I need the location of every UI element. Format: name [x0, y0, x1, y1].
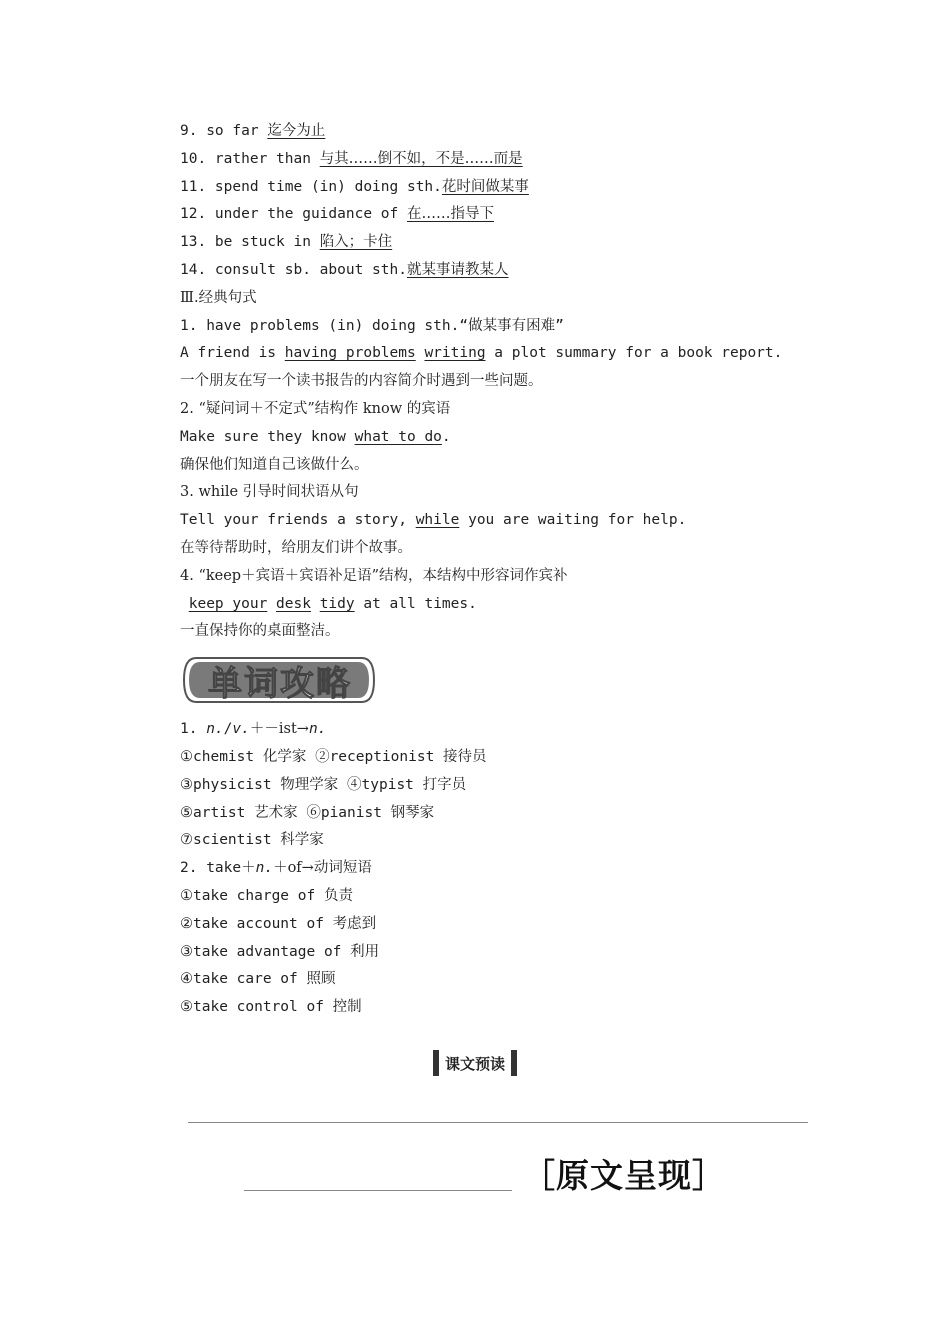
section-heading: Ⅲ.经典句式 — [180, 289, 257, 306]
section-header — [0, 1050, 950, 1076]
rule-title — [180, 716, 820, 744]
translation: 确保他们知道自己该做什么。 — [180, 456, 369, 473]
phrase-item — [180, 174, 820, 202]
translation: 在等待帮助时，给朋友们讲个故事。 — [180, 539, 412, 556]
phrase-en: 9. so far — [180, 123, 268, 139]
phrase-cn: 在……指导下 — [406, 206, 494, 223]
bar-left — [433, 1050, 439, 1076]
example-sentence — [180, 340, 820, 368]
example-sentence — [180, 591, 820, 619]
banner-title: 单词攻略 — [208, 664, 352, 705]
phrase-cn: 迄今为止 — [267, 123, 326, 139]
phrase-cn: 与其……倒不如，不是……而是 — [319, 150, 523, 167]
vocab-banner — [182, 652, 378, 708]
text: v. — [232, 721, 250, 738]
phrase-cn: 就某事请教某人 — [406, 261, 509, 278]
example-sentence — [180, 507, 820, 535]
text: / — [223, 721, 233, 738]
word-item: ⑦scientist 科学家 — [180, 832, 324, 849]
phrase-item — [180, 201, 820, 229]
text: at all times. — [354, 595, 477, 612]
answer-blank: keep your — [188, 595, 268, 612]
document-body — [180, 118, 820, 1022]
phrase-item — [180, 118, 820, 146]
translation: 一个朋友在写一个读书报告的内容简介时遇到一些问题。 — [180, 373, 543, 390]
translation: 一直保持你的桌面整洁。 — [180, 623, 340, 640]
text: ＋－ist→ — [249, 721, 309, 738]
text: n. — [308, 721, 327, 738]
phrase-cn: 陷入；卡住 — [319, 234, 393, 251]
phrase-item — [180, 229, 820, 257]
word-item: ⑤take control of 控制 — [180, 999, 362, 1016]
rule-title — [180, 855, 820, 883]
word-item: ④take care of 照顾 — [180, 971, 336, 988]
answer-blank: having problems — [284, 345, 416, 362]
section-label: 课文预读 — [444, 1054, 505, 1073]
phrase-item — [180, 146, 820, 174]
text: Make sure they know — [180, 428, 355, 445]
answer-blank: desk — [276, 595, 311, 612]
text: ＋of→动词短语 — [273, 860, 372, 877]
sentence-title: 3. while 引导时间状语从句 — [180, 484, 359, 501]
divider-short — [244, 1190, 512, 1191]
original-text-heading: ［原文呈现］ — [522, 1156, 726, 1195]
text: 2. take＋ — [180, 860, 256, 877]
text: Tell your friends a story, — [180, 512, 416, 529]
sentence-title: 2. “疑问词＋不定式”结构作 know 的宾语 — [180, 400, 451, 417]
phrase-en: 10. rather than — [180, 150, 320, 167]
word-item: ⑤artist 艺术家 ⑥pianist 钢琴家 — [180, 804, 435, 821]
answer-blank: writing — [424, 345, 486, 362]
text: n. — [255, 860, 274, 877]
sentence-title: 1. have problems (in) doing sth.“做某事有困难” — [180, 317, 564, 334]
text: a plot summary for a book report. — [485, 345, 783, 362]
phrase-en: 12. under the guidance of — [180, 206, 407, 223]
answer-blank: tidy — [319, 595, 355, 612]
phrase-item — [180, 257, 820, 285]
word-item: ①chemist 化学家 ②receptionist 接待员 — [180, 748, 487, 765]
word-item: ③physicist 物理学家 ④typist 打字员 — [180, 776, 467, 793]
phrase-en: 13. be stuck in — [180, 234, 320, 251]
text: you are waiting for help. — [459, 512, 687, 529]
text: 1. — [180, 721, 207, 738]
word-item: ①take charge of 负责 — [180, 887, 353, 904]
phrase-en: 11. spend time (in) doing sth. — [180, 178, 442, 195]
sentence-title: 4. “keep＋宾语＋宾语补足语”结构，本结构中形容词作宾补 — [180, 567, 568, 584]
text: . — [441, 428, 451, 445]
divider — [188, 1122, 808, 1123]
answer-blank: while — [415, 512, 460, 529]
answer-blank: what to do — [354, 428, 442, 445]
example-sentence — [180, 424, 820, 452]
text: A friend is — [180, 345, 285, 362]
phrase-en: 14. consult sb. about sth. — [180, 261, 407, 278]
bar-right — [511, 1050, 517, 1076]
phrase-cn: 花时间做某事 — [441, 178, 529, 195]
text: n. — [206, 721, 224, 738]
word-item: ③take advantage of 利用 — [180, 943, 380, 960]
word-item: ②take account of 考虑到 — [180, 915, 377, 932]
